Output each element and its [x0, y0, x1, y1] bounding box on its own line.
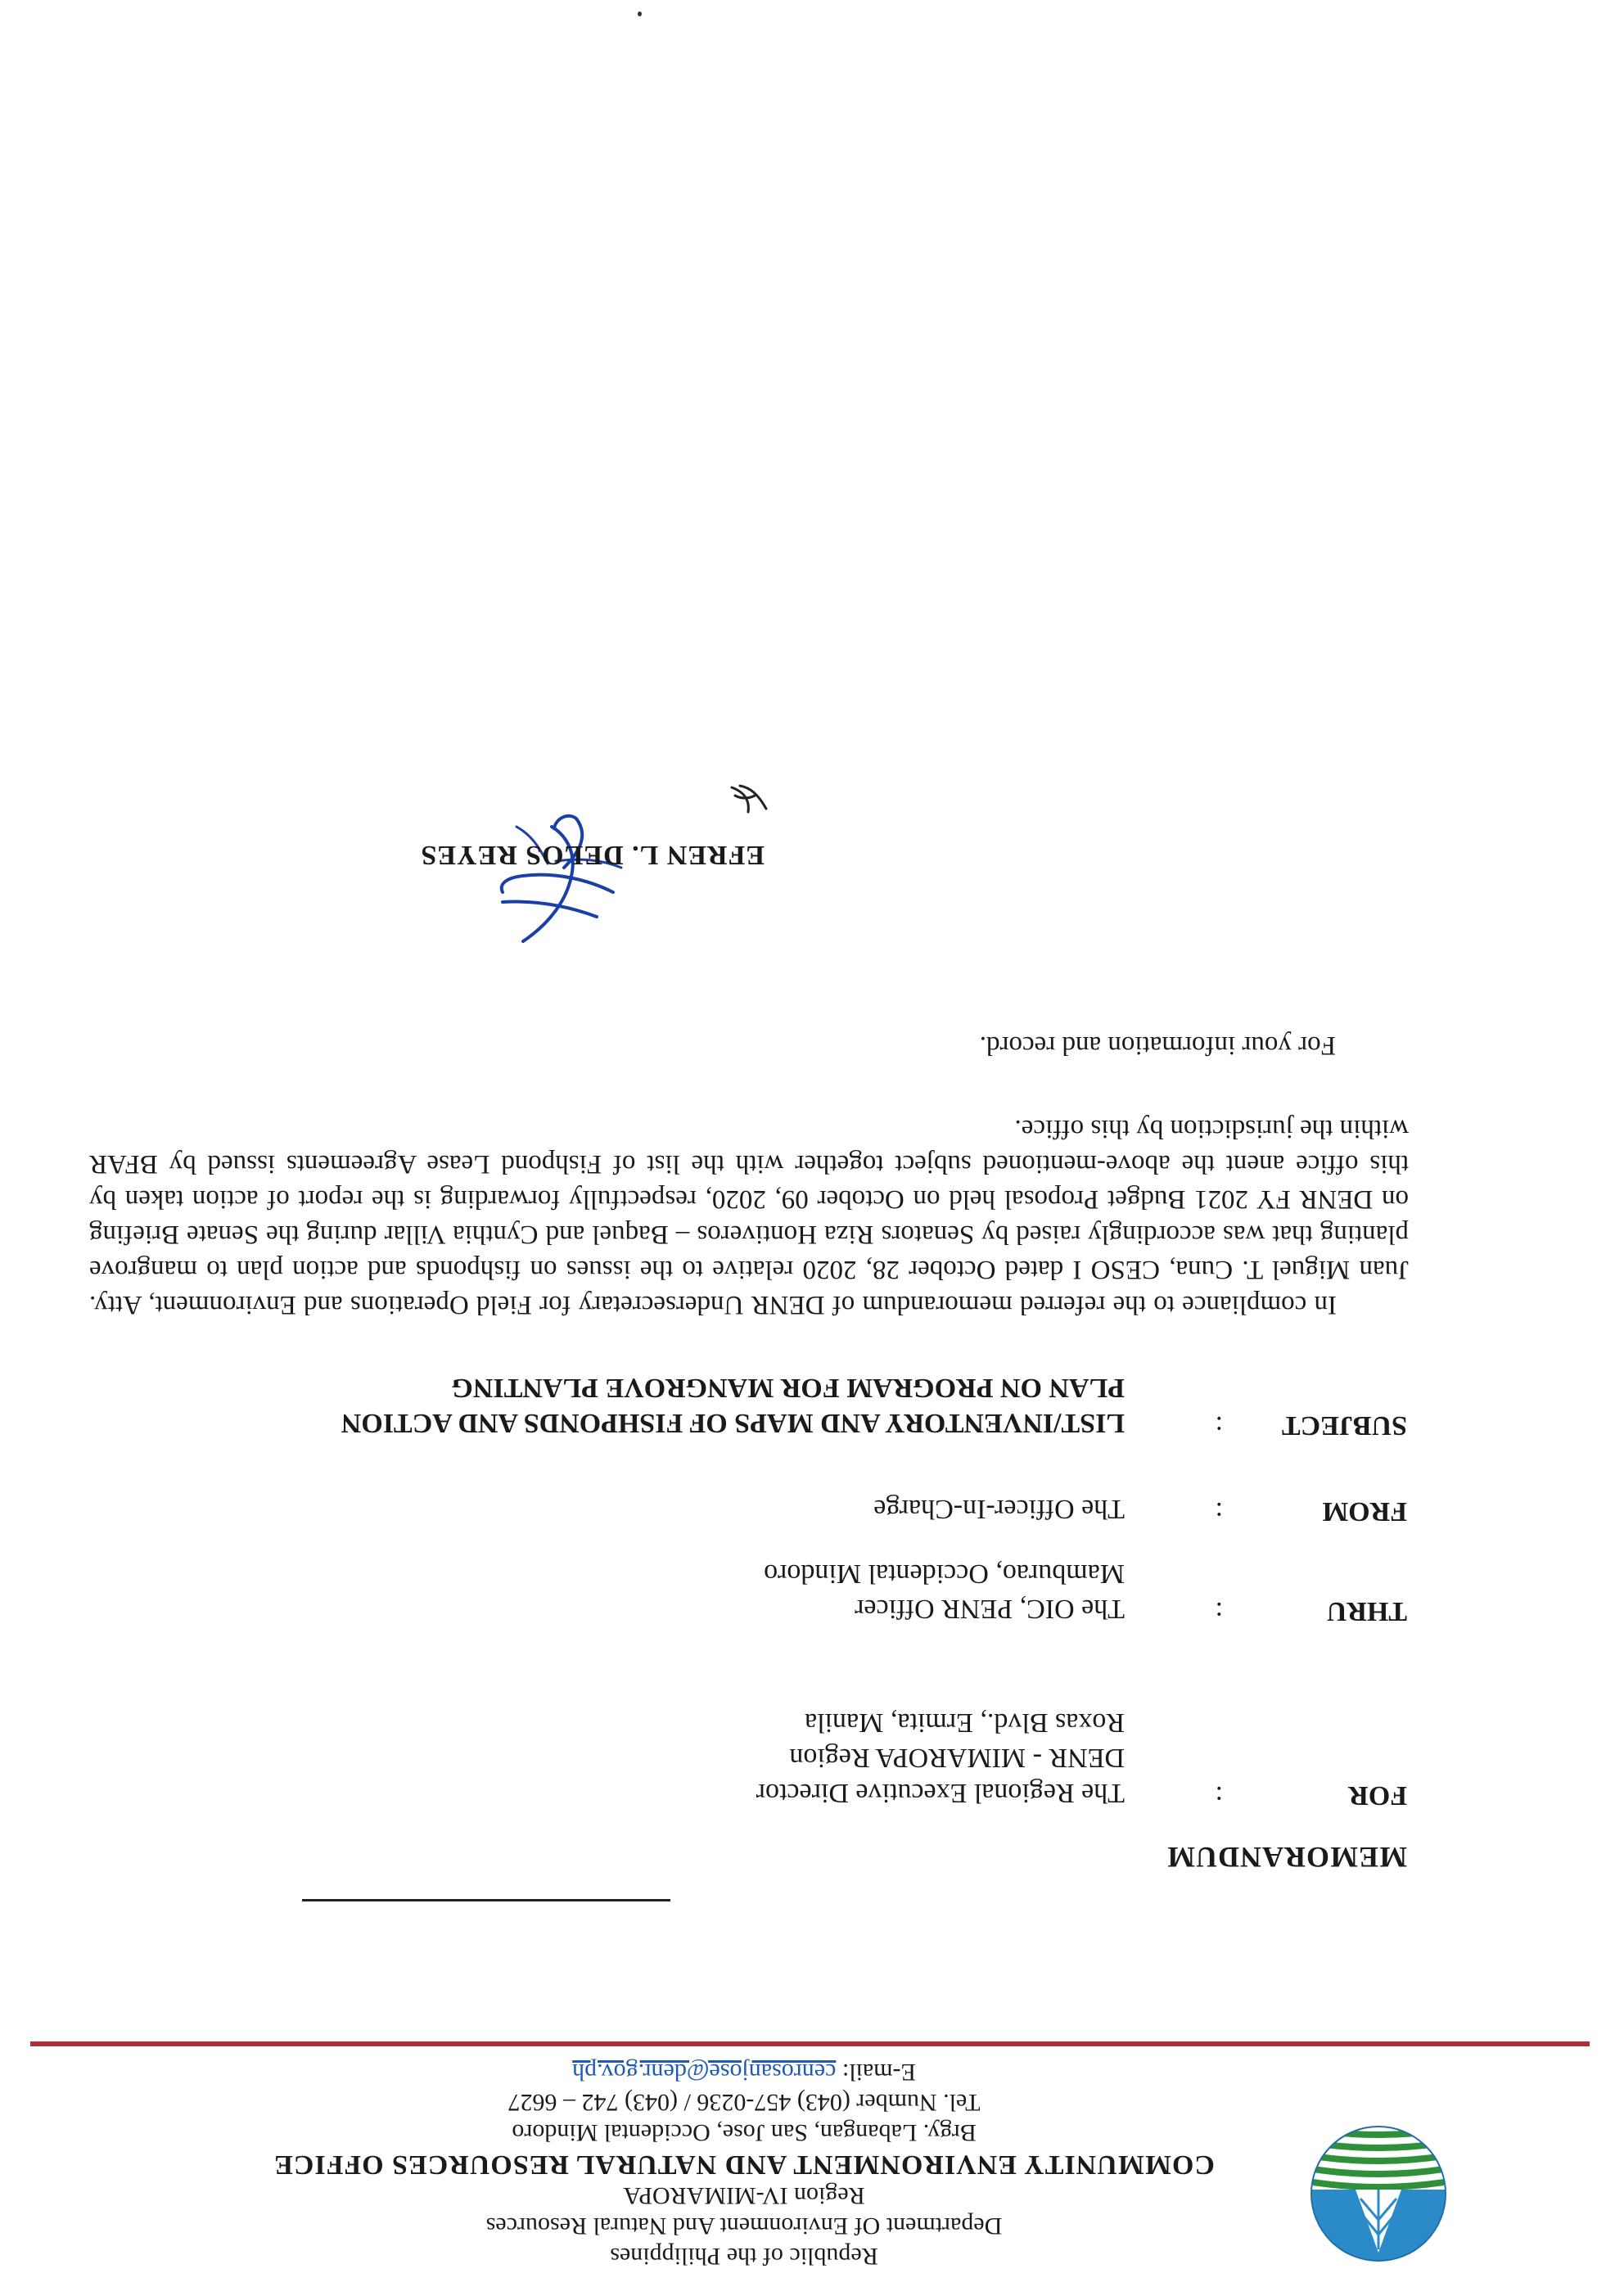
thru-line: The OIC, PENR Officer: [855, 1594, 1125, 1624]
subject-label: SUBJECT: [1281, 1410, 1407, 1441]
short-divider: [302, 1899, 670, 1901]
from-value: The Officer-In-Charge: [873, 1494, 1125, 1524]
from-label: FROM: [1322, 1496, 1407, 1527]
letterhead: [204, 2057, 1284, 2271]
office-address: Brgy. Labangan, San Jose, Occidental Mindoro: [512, 2119, 977, 2146]
email-label: E-mail:: [841, 2059, 916, 2086]
thru-colon: :: [1215, 1596, 1223, 1626]
scan-speck: [638, 11, 642, 16]
subject-line: PLAN ON PROGRAM FOR MANGROVE PLANTING: [451, 1373, 1125, 1403]
closing-line: For your information and record.: [979, 1031, 1336, 1060]
from-colon: :: [1215, 1496, 1223, 1527]
letterhead-divider: [30, 2041, 1590, 2046]
signature-icon: [482, 806, 646, 950]
subject-line: LIST/INVENTORY AND MAPS OF FISHPONDS AND ACTION: [341, 1408, 1125, 1438]
thru-value: [764, 1556, 1125, 1626]
email-row: [204, 2057, 1284, 2087]
for-colon: :: [1215, 1780, 1223, 1811]
subject-colon: :: [1215, 1410, 1223, 1441]
region-line: Region IV-MIMAROPA: [623, 2182, 865, 2209]
for-line: Roxas Blvd., Ermita, Manila: [805, 1707, 1125, 1738]
department-line: Department Of Environment And Natural Resources: [485, 2213, 1003, 2240]
for-label: FOR: [1348, 1780, 1407, 1811]
for-line: DENR - MIMAROPA Region: [789, 1743, 1125, 1773]
for-value: [756, 1705, 1125, 1811]
denr-logo-icon: [1305, 2120, 1452, 2267]
for-line: The Regional Executive Director: [756, 1778, 1125, 1808]
office-telephone: Tel. Number (043) 457-0236 / (043) 742 – 6627: [508, 2089, 981, 2116]
thru-line: Mamburao, Occidental Mindoro: [764, 1558, 1125, 1589]
memo-body: In compliance to the referred memorandum of DENR Undersecretary for Field Operations and Environment, Atty. Juan Miguel T. Cuna, CESO I dated October 28, 2020 relative to the issues on fishponds and action plan to mangrove planting that was accordingly raised by Senators Riza Hontiveros – Baquel and Cynthia Villar during the Senate Briefing on DENR FY 2021 Budget Proposal held on October 09, 2020, respectfully forwarding is the report of action taken by this office anent the above-mentioned subject together with the list of Fishpond Lease Agreements issued by BFAR within the jurisdiction by this office.: [89, 1114, 1409, 1319]
thru-label: THRU: [1326, 1596, 1407, 1626]
email-link[interactable]: cenrosanjose@denr.gov.ph: [572, 2059, 837, 2086]
initials-mark-icon: [724, 778, 773, 819]
republic-line: Republic of the Philippines: [610, 2243, 878, 2270]
memo-title: MEMORANDUM: [1166, 1841, 1407, 1874]
subject-value: [61, 1370, 1125, 1441]
office-name: COMMUNITY ENVIRONMENT AND NATURAL RESOURCES OFFICE: [273, 2149, 1215, 2180]
signatory-name: EFREN L. DELOS REYES: [420, 840, 765, 870]
